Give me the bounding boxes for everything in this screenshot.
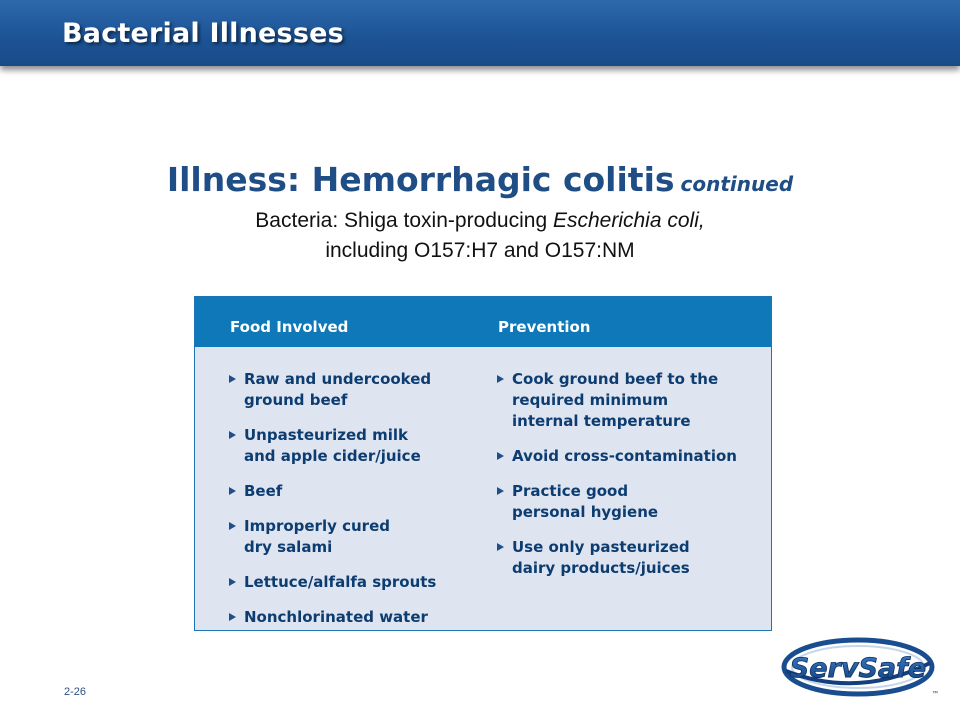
- bullet-arrow-icon: [229, 487, 236, 495]
- list-item-text: Use only pasteurized dairy products/juices: [512, 538, 690, 577]
- list-item: [229, 516, 479, 558]
- bacteria-prefix: Bacteria: Shiga toxin-producing: [255, 209, 553, 232]
- list-item: [229, 572, 479, 593]
- bullet-arrow-icon: [497, 487, 504, 495]
- illness-name: Illness: Hemorrhagic colitis: [166, 160, 675, 199]
- bacteria-species: Escherichia coli,: [552, 209, 705, 232]
- list-item-text: Nonchlorinated water: [244, 608, 428, 626]
- info-table: [194, 296, 772, 631]
- list-item: [497, 537, 767, 579]
- continued-label: continued: [680, 172, 794, 196]
- bullet-arrow-icon: [229, 613, 236, 621]
- bacteria-description: [0, 206, 960, 266]
- slide-number: 2-26: [64, 686, 87, 698]
- list-item-text: Beef: [244, 482, 283, 500]
- logo-wordmark: ServSafe: [789, 653, 927, 684]
- bullet-arrow-icon: [229, 578, 236, 586]
- bullet-arrow-icon: [497, 543, 504, 551]
- servsafe-logo: [780, 637, 942, 701]
- list-item: [229, 425, 479, 467]
- slide-title: Bacterial Illnesses: [62, 18, 344, 49]
- list-item: [497, 481, 767, 523]
- table-header-row: [195, 297, 771, 347]
- logo-trademark: ™: [932, 691, 938, 697]
- bullet-arrow-icon: [229, 375, 236, 383]
- bullet-arrow-icon: [229, 522, 236, 530]
- list-item-text: Raw and undercooked ground beef: [244, 370, 432, 409]
- bullet-arrow-icon: [497, 375, 504, 383]
- list-item: [229, 481, 479, 502]
- bullet-arrow-icon: [229, 431, 236, 439]
- prevention-header: Prevention: [498, 318, 591, 336]
- list-item-text: Practice good personal hygiene: [512, 482, 659, 521]
- bacteria-strains: including O157:H7 and O157:NM: [325, 239, 635, 262]
- food-involved-header: Food Involved: [230, 318, 349, 336]
- food-involved-list: [229, 369, 479, 642]
- list-item: [497, 369, 767, 432]
- list-item-text: Lettuce/alfalfa sprouts: [244, 573, 437, 591]
- list-item: [229, 607, 479, 628]
- list-item: [229, 369, 479, 411]
- list-item: [497, 446, 767, 467]
- list-item-text: Avoid cross-contamination: [512, 447, 737, 465]
- illness-heading: [0, 160, 960, 199]
- list-item-text: Improperly cured dry salami: [244, 517, 390, 556]
- list-item-text: Cook ground beef to the required minimum internal temperature: [512, 370, 719, 430]
- list-item-text: Unpasteurized milk and apple cider/juice: [244, 426, 421, 465]
- bullet-arrow-icon: [497, 452, 504, 460]
- prevention-list: [497, 369, 767, 593]
- header-bar: [0, 0, 960, 66]
